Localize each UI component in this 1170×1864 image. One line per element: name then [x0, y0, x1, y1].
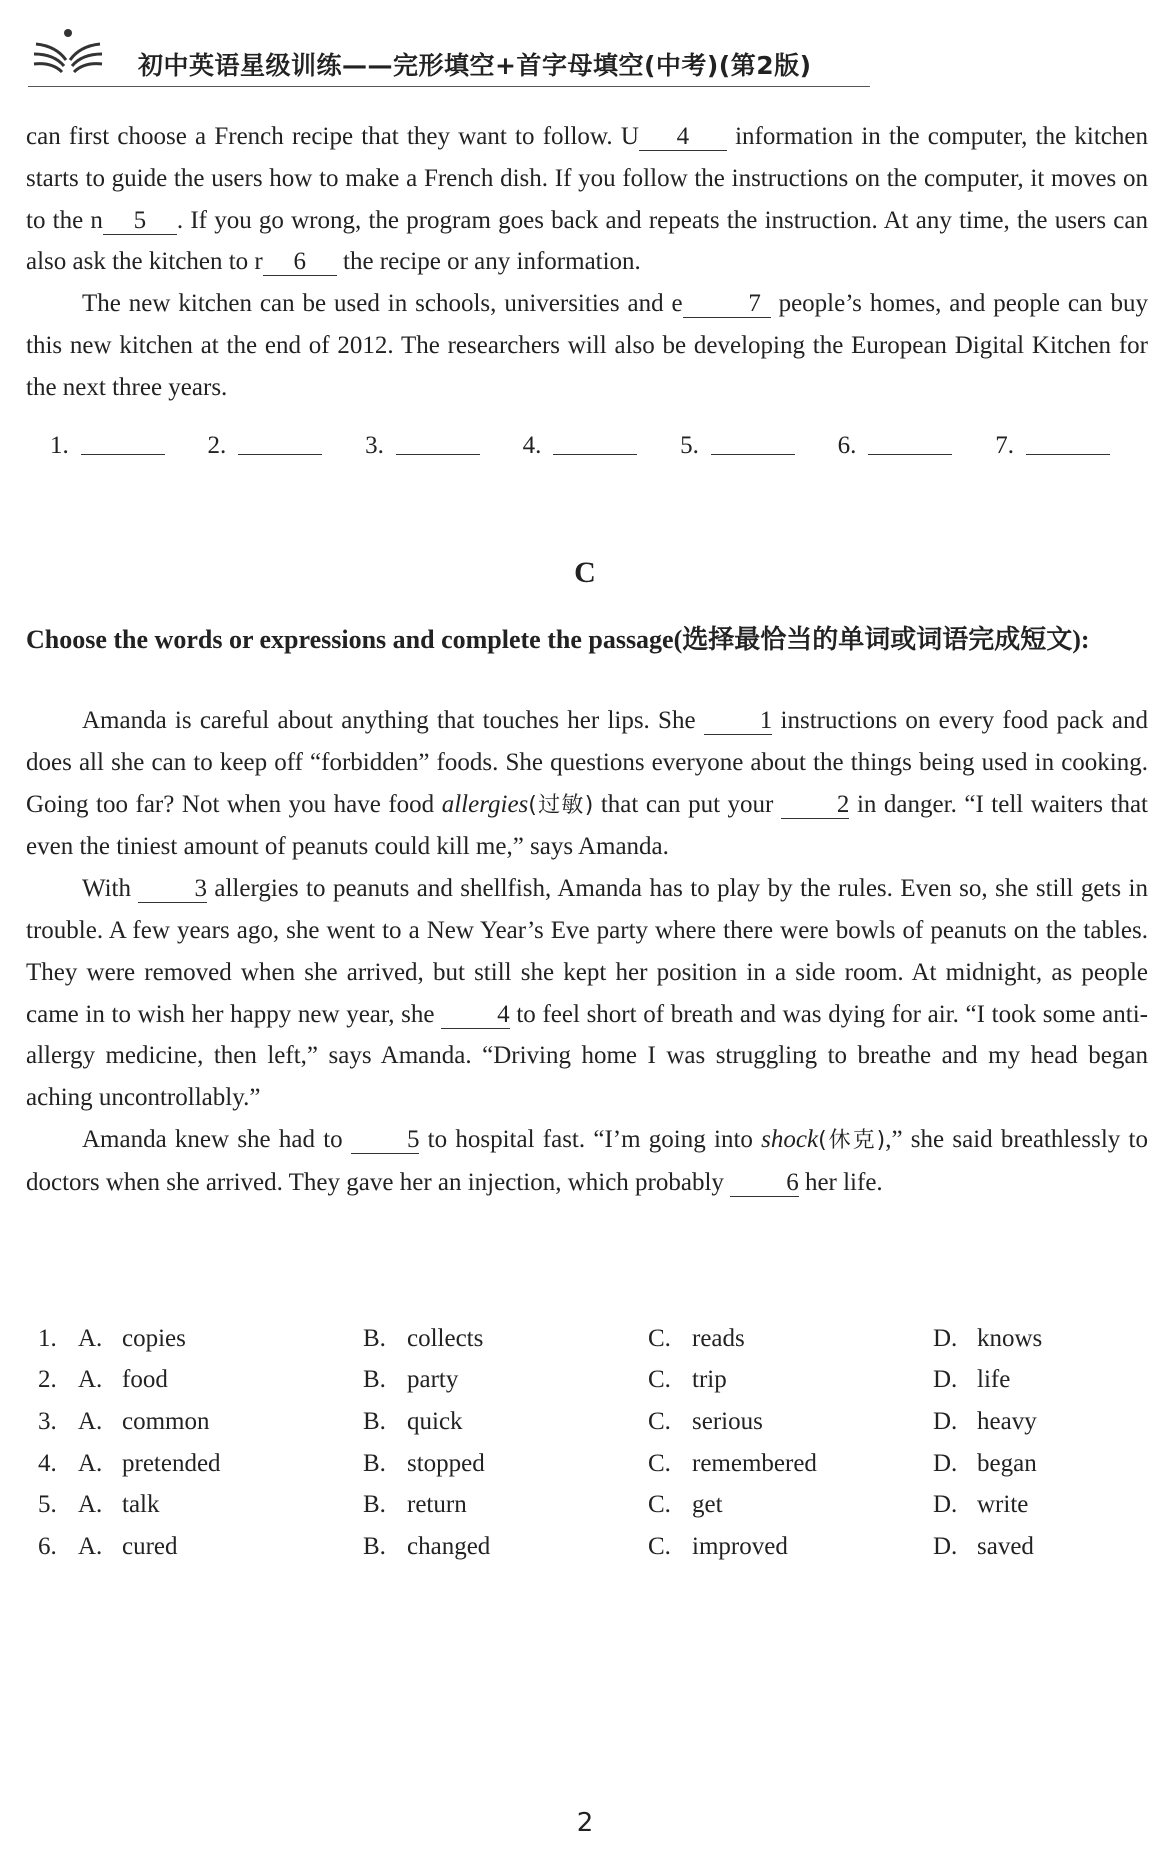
paragraph: With 3 allergies to peanuts and shellfish, Amanda has to play by the rules. Even so, she still gets in trouble. A few years ago, she went to a New Year’s Eve party where there were bowls of peanuts on the tables. They were removed when she arrived, but still she kept her position in a side room. At midnight, as people came in to wish her happy new year, she 4 to feel short of breath and was dying for air. “I took some anti-allergy medicine, then left,” says Amanda. “Driving home I was struggling to breathe and my head began aching uncontrollably.” [26, 875, 1148, 1112]
blank[interactable]: 4 [441, 1002, 510, 1029]
question-number: 1. [38, 1324, 57, 1352]
section-b-passage [26, 116, 1148, 409]
option-choice-b[interactable]: B. quick [363, 1407, 463, 1435]
section-c-passage [26, 700, 1148, 1204]
option-choice-d[interactable]: D. life [933, 1366, 1011, 1394]
option-choice-a[interactable]: A. pretended [78, 1449, 221, 1477]
answer-slot[interactable]: 7. [995, 432, 1110, 460]
blank[interactable]: 5 [351, 1127, 420, 1154]
option-row [38, 1318, 1138, 1360]
option-choice-c[interactable]: C. serious [648, 1407, 763, 1435]
option-choice-b[interactable]: B. stopped [363, 1449, 485, 1477]
question-number: 3. [38, 1407, 57, 1435]
option-choice-b[interactable]: B. return [363, 1491, 467, 1519]
paragraph: The new kitchen can be used in schools, universities and e 7 people’s homes, and people can buy this new kitchen at the end of 2012. The researchers will also be developing the European Digital Kitchen for the next three years. [26, 290, 1148, 401]
options-table [38, 1318, 1138, 1568]
option-choice-b[interactable]: B. changed [363, 1532, 491, 1560]
option-choice-d[interactable]: D. saved [933, 1532, 1034, 1560]
header-divider [28, 86, 870, 87]
header-title: 初中英语星级训练——完形填空+首字母填空(中考)(第2版) [138, 51, 812, 80]
option-row [38, 1526, 1138, 1568]
blank[interactable]: 2 [781, 792, 850, 819]
paragraph: can first choose a French recipe that they want to follow. U 4 information in the computer, the kitchen starts to guide the users how to make a French dish. If you follow the instructions on the computer, it moves on to the n 5 . If you go wrong, the program goes back and repeats the instruction. At any time, the users can also ask the kitchen to r 6 the recipe or any information. [26, 123, 1148, 276]
option-choice-d[interactable]: D. write [933, 1491, 1029, 1519]
blank[interactable]: 5 [103, 208, 177, 235]
answer-slot[interactable]: 4. [523, 432, 638, 460]
answer-slot[interactable]: 3. [365, 432, 480, 460]
option-row [38, 1360, 1138, 1402]
question-number: 5. [38, 1491, 57, 1519]
blank[interactable]: 4 [639, 124, 727, 151]
answer-slot[interactable]: 2. [208, 432, 323, 460]
option-choice-a[interactable]: A. talk [78, 1491, 160, 1519]
option-choice-c[interactable]: C. improved [648, 1532, 788, 1560]
option-row [38, 1484, 1138, 1526]
option-row [38, 1443, 1138, 1485]
option-choice-a[interactable]: A. copies [78, 1324, 186, 1352]
option-choice-d[interactable]: D. knows [933, 1324, 1043, 1352]
section-instruction: Choose the words or expressions and complete the passage(选择最恰当的单词或词语完成短文): [26, 625, 1090, 654]
option-choice-c[interactable]: C. reads [648, 1324, 745, 1352]
blank[interactable]: 1 [704, 708, 773, 735]
page-header [28, 20, 870, 90]
section-heading: C [574, 556, 596, 589]
option-choice-c[interactable]: C. remembered [648, 1449, 817, 1477]
book-wings-logo-icon [28, 26, 108, 86]
answer-slot[interactable]: 6. [838, 432, 953, 460]
option-choice-d[interactable]: D. began [933, 1449, 1037, 1477]
answer-slot[interactable]: 1. [50, 432, 165, 460]
answer-blanks-row [50, 432, 1110, 460]
blank[interactable]: 7 [683, 291, 771, 318]
blank[interactable]: 6 [730, 1170, 799, 1197]
answer-slot[interactable]: 5. [680, 432, 795, 460]
question-number: 4. [38, 1449, 57, 1477]
option-choice-c[interactable]: C. get [648, 1491, 723, 1519]
blank[interactable]: 3 [138, 876, 207, 903]
question-number: 2. [38, 1366, 57, 1394]
option-choice-b[interactable]: B. party [363, 1366, 459, 1394]
option-choice-c[interactable]: C. trip [648, 1366, 727, 1394]
option-choice-a[interactable]: A. cured [78, 1532, 178, 1560]
page-number: 2 [576, 1808, 594, 1838]
blank[interactable]: 6 [263, 249, 337, 276]
paragraph: Amanda is careful about anything that touches her lips. She 1 instructions on every food pack and does all she can to keep off “forbidden” foods. She questions everyone about the things being used in cooking. Going too far? Not when you have food allergies(过敏) that can put your 2 in danger. “I tell waiters that even the tiniest amount of peanuts could kill me,” says Amanda. [26, 707, 1149, 861]
option-choice-a[interactable]: A. common [78, 1407, 210, 1435]
question-number: 6. [38, 1532, 57, 1560]
paragraph: Amanda knew she had to 5 to hospital fast. “I’m going into shock(休克),” she said breathlessly to doctors when she arrived. They gave her an injection, which probably 6 her life. [26, 1125, 1148, 1196]
option-choice-a[interactable]: A. food [78, 1366, 168, 1394]
option-choice-b[interactable]: B. collects [363, 1324, 484, 1352]
option-choice-d[interactable]: D. heavy [933, 1407, 1037, 1435]
option-row [38, 1401, 1138, 1443]
